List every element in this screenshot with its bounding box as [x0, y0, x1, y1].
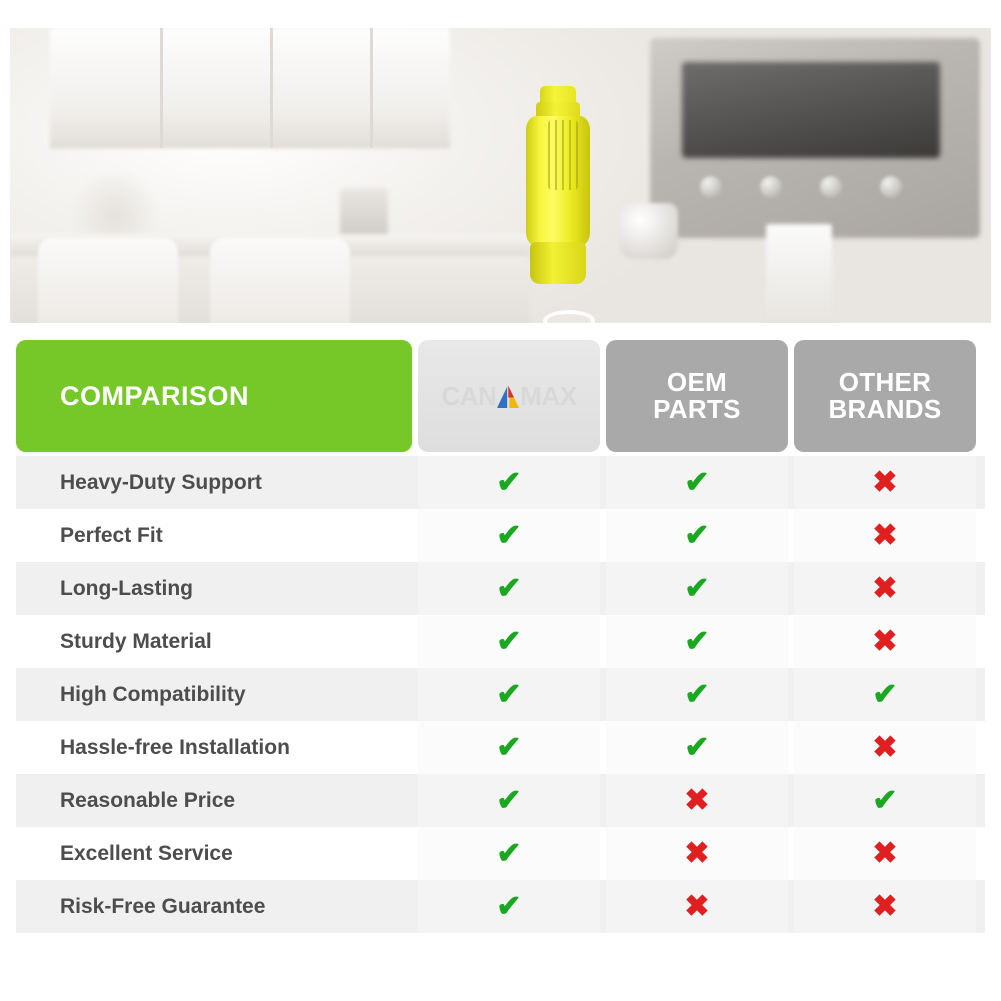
oven-door-glass	[682, 62, 940, 158]
cross-icon: ✖	[872, 518, 898, 552]
product-base	[530, 242, 586, 284]
cell-canamax	[418, 827, 600, 880]
check-icon: ✔	[496, 889, 522, 923]
oven-knob	[700, 176, 722, 198]
table-row	[16, 615, 985, 668]
canamax-logo	[441, 381, 576, 412]
cell-oem	[606, 721, 788, 774]
table-row	[16, 774, 985, 827]
feature-label: Perfect Fit	[60, 523, 163, 547]
cell-canamax	[418, 774, 600, 827]
cell-other	[794, 456, 976, 509]
feature-label: Sturdy Material	[60, 629, 212, 653]
cell-oem	[606, 668, 788, 721]
feature-label: High Compatibility	[60, 682, 246, 706]
header-comparison-label: COMPARISON	[60, 380, 250, 411]
check-icon: ✔	[496, 730, 522, 764]
cell-oem	[606, 774, 788, 827]
cabinet-divider	[160, 28, 163, 148]
kitchen-towel	[766, 224, 832, 323]
cell-other	[794, 880, 976, 933]
cabinet-divider	[270, 28, 273, 148]
feature-label: Excellent Service	[60, 841, 233, 865]
header-other-label	[828, 366, 942, 424]
cabinet-divider	[370, 28, 373, 148]
table-row	[16, 562, 985, 615]
header-canamax	[418, 340, 600, 452]
oven-knob	[760, 176, 782, 198]
cross-icon: ✖	[872, 465, 898, 499]
cross-icon: ✖	[684, 889, 710, 923]
feature-label: Risk-Free Guarantee	[60, 894, 266, 918]
table-row	[16, 827, 985, 880]
check-icon: ✔	[684, 518, 710, 552]
cell-other	[794, 562, 976, 615]
check-icon: ✔	[684, 571, 710, 605]
check-icon: ✔	[684, 730, 710, 764]
check-icon: ✔	[684, 465, 710, 499]
check-icon: ✔	[496, 624, 522, 658]
table-row	[16, 721, 985, 774]
table-row	[16, 880, 985, 933]
oven-knob	[880, 176, 902, 198]
check-icon: ✔	[496, 677, 522, 711]
check-icon: ✔	[496, 783, 522, 817]
kettle	[620, 203, 678, 259]
feature-label: Heavy-Duty Support	[60, 470, 262, 494]
header-oem-label	[653, 366, 741, 424]
cell-canamax	[418, 880, 600, 933]
header-other-line2: BRANDS	[828, 394, 942, 424]
oven-knob	[820, 176, 842, 198]
feature-label: Reasonable Price	[60, 788, 236, 812]
cell-other	[794, 615, 976, 668]
header-oem-line1: OEM	[666, 366, 728, 397]
header-oem-parts	[606, 340, 788, 452]
cell-other	[794, 774, 976, 827]
cross-icon: ✖	[684, 783, 710, 817]
header-other-line1: OTHER	[838, 366, 932, 397]
table-body	[16, 456, 985, 933]
cell-oem	[606, 509, 788, 562]
upper-cabinets	[50, 28, 450, 148]
cross-icon: ✖	[872, 889, 898, 923]
cell-oem	[606, 827, 788, 880]
hero-image	[10, 28, 991, 323]
cell-oem	[606, 562, 788, 615]
check-icon: ✔	[496, 465, 522, 499]
feature-label: Hassle-free Installation	[60, 735, 290, 759]
cell-canamax	[418, 721, 600, 774]
header-comparison	[16, 340, 412, 452]
cell-oem	[606, 880, 788, 933]
cell-other	[794, 509, 976, 562]
table-row	[16, 456, 985, 509]
cross-icon: ✖	[872, 571, 898, 605]
table-row	[16, 509, 985, 562]
cell-oem	[606, 615, 788, 668]
chair	[38, 238, 178, 323]
cell-canamax	[418, 509, 600, 562]
cell-canamax	[418, 562, 600, 615]
feature-label: Long-Lasting	[60, 576, 193, 600]
check-icon: ✔	[684, 624, 710, 658]
check-icon: ✔	[496, 836, 522, 870]
cell-canamax	[418, 668, 600, 721]
cell-canamax	[418, 456, 600, 509]
canamax-logo-part2: MAX	[520, 380, 577, 411]
check-icon: ✔	[496, 518, 522, 552]
canamax-logo-part1: CAN	[441, 380, 497, 411]
cross-icon: ✖	[684, 836, 710, 870]
check-icon: ✔	[684, 677, 710, 711]
product-photo	[518, 58, 598, 318]
table-header-row	[16, 340, 985, 452]
chair	[210, 238, 350, 323]
canamax-a-icon	[497, 384, 519, 408]
check-icon: ✔	[872, 677, 898, 711]
comparison-table	[16, 340, 985, 933]
cross-icon: ✖	[872, 836, 898, 870]
cell-other	[794, 721, 976, 774]
cell-canamax	[418, 615, 600, 668]
check-icon: ✔	[872, 783, 898, 817]
cross-icon: ✖	[872, 730, 898, 764]
cell-other	[794, 668, 976, 721]
header-other-brands	[794, 340, 976, 452]
product-oring	[543, 310, 595, 323]
cell-oem	[606, 456, 788, 509]
cell-other	[794, 827, 976, 880]
table-row	[16, 668, 985, 721]
check-icon: ✔	[496, 571, 522, 605]
product-ribs	[548, 120, 578, 190]
cross-icon: ✖	[872, 624, 898, 658]
header-oem-line2: PARTS	[653, 394, 741, 424]
